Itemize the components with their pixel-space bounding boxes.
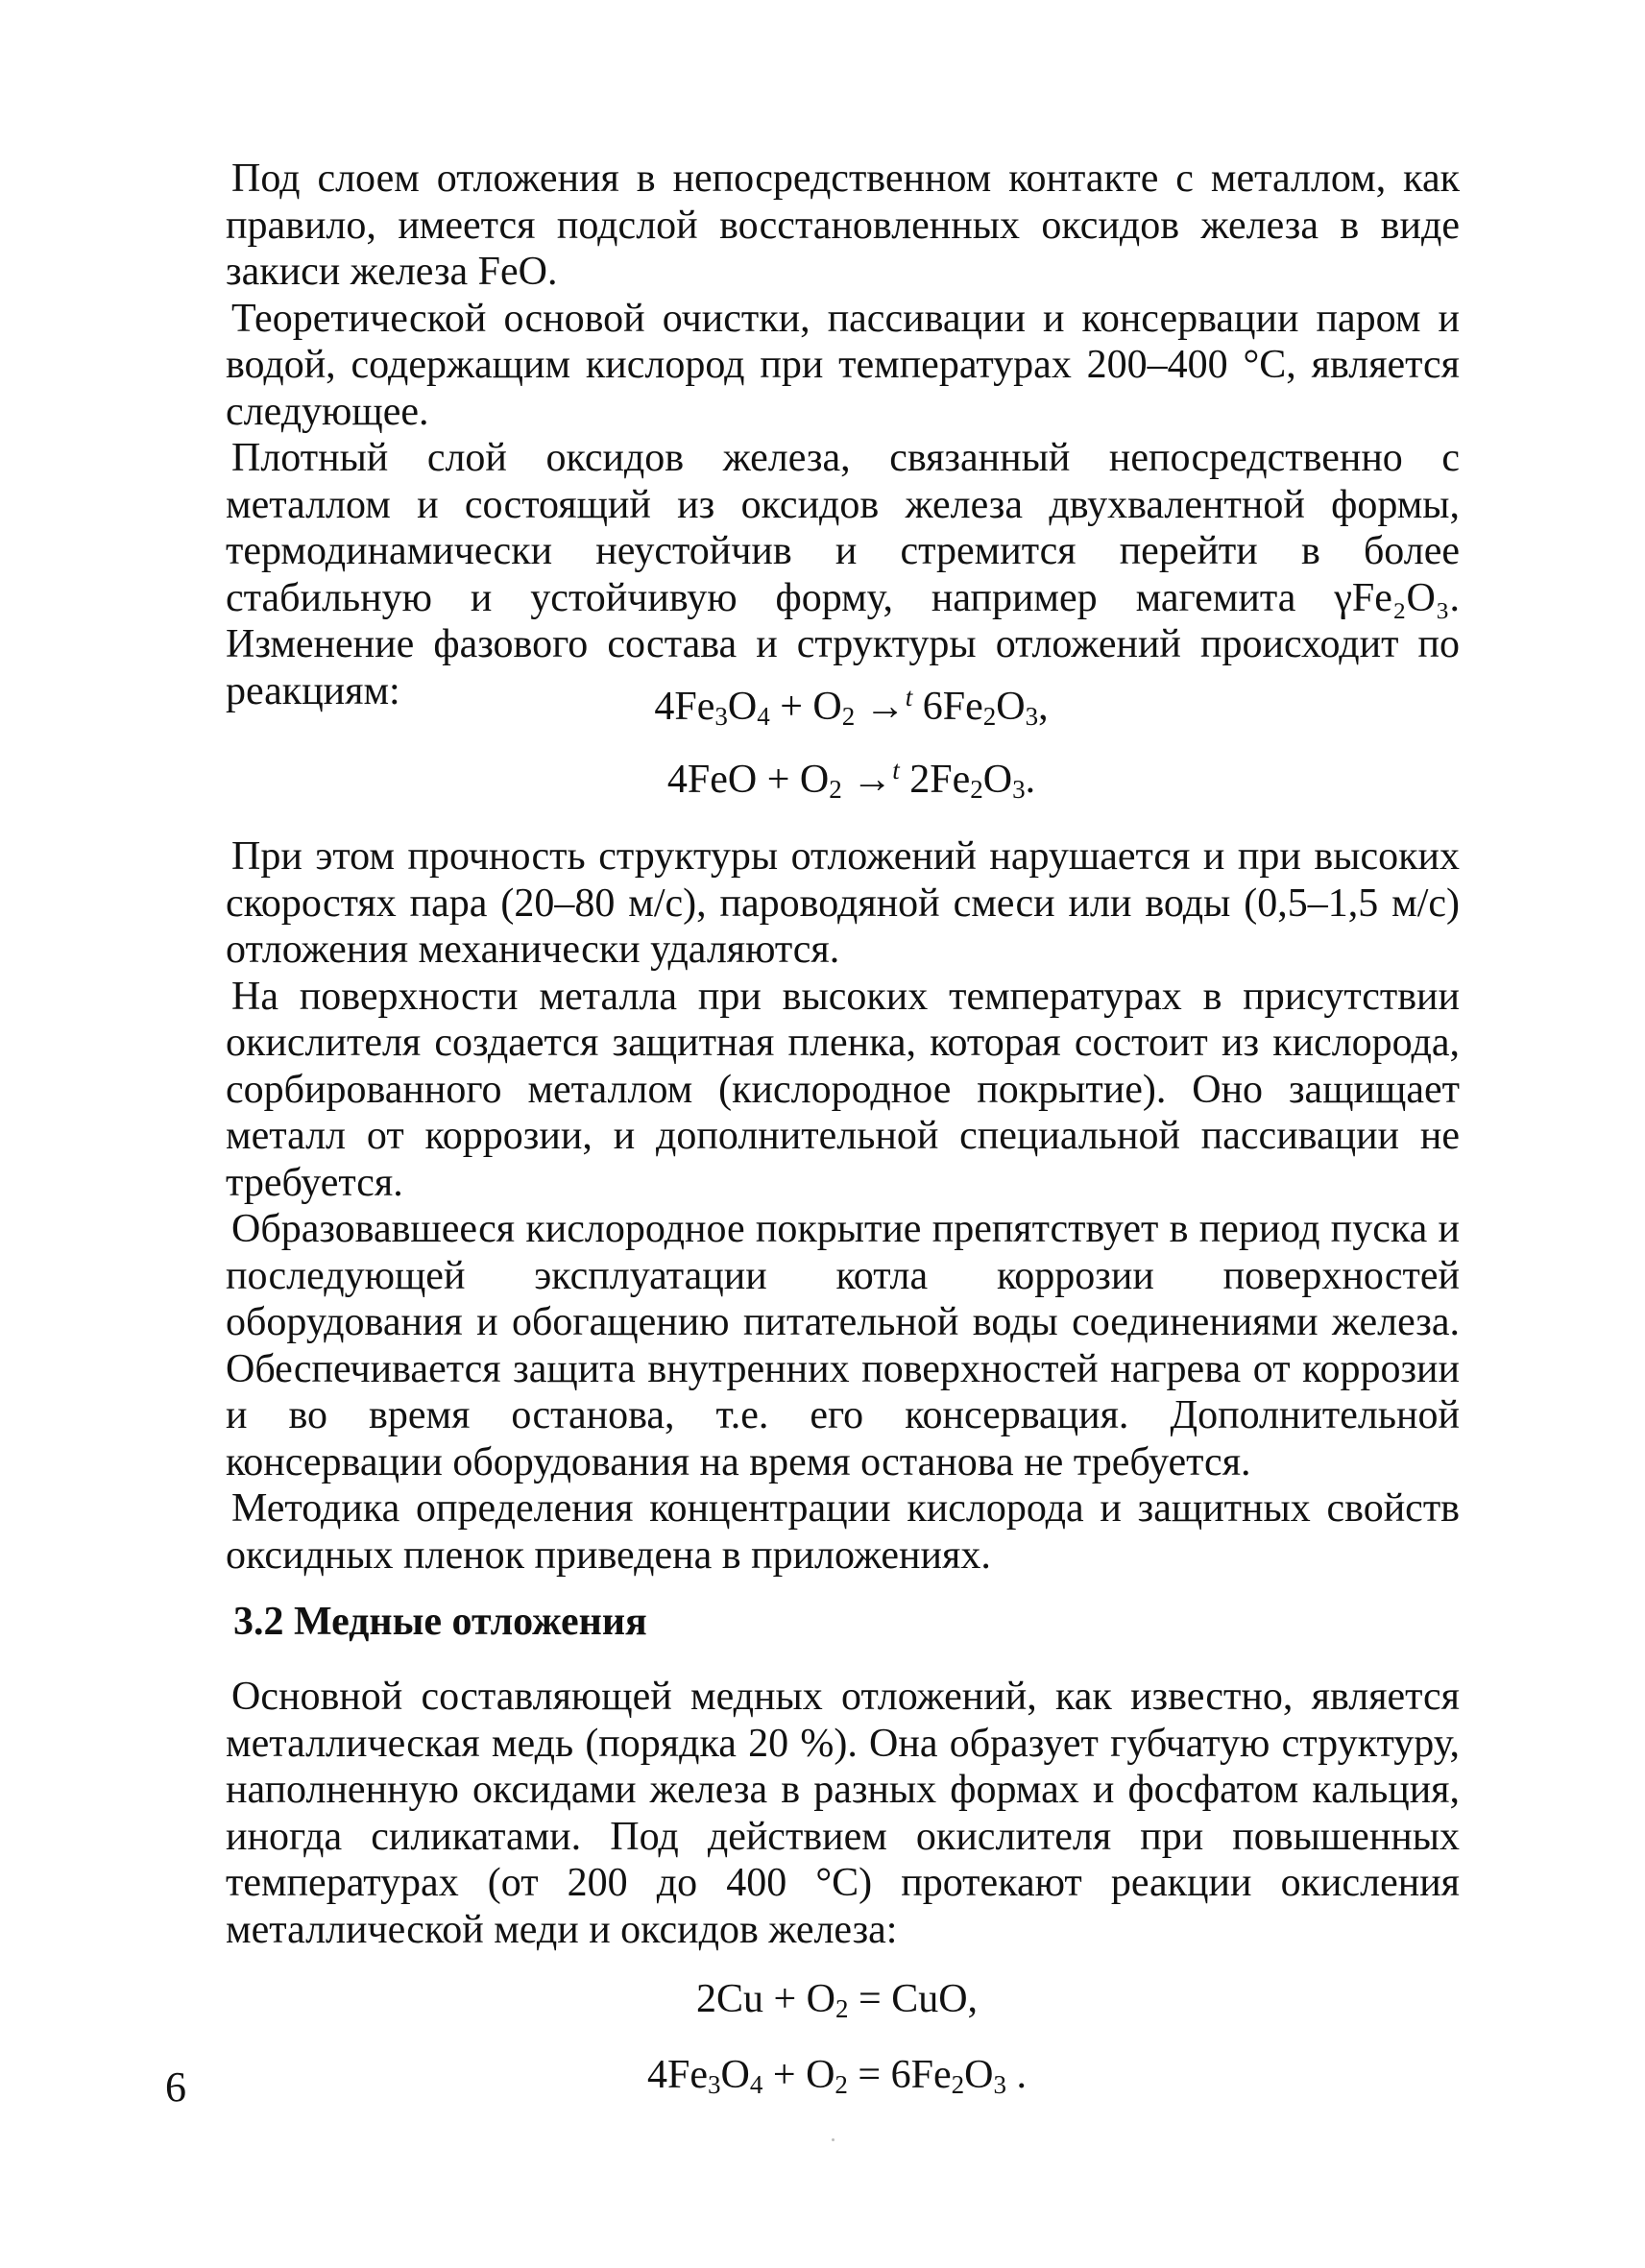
text-block-middle xyxy=(226,833,1460,1579)
scan-speck xyxy=(832,2138,835,2141)
paragraph: Под слоем отложения в непосредственном контакте с металлом, как правило, имеется подслой восстановленных оксидов железа в виде закиси железа FeO. xyxy=(226,157,1460,294)
equation: $2Cu + O_2$ = CuO, xyxy=(695,1977,979,2023)
paragraph: Плотный слой оксидов железа, связанный непосредственно с металлом и состоящий из оксидов железа двухвалентной формы, термодинамически неустойчив и стремится перейти в более стабильную и устойчивую форму, например магемита γFe₂O₃. Изменение фазового состава и структуры отложений происходит по реакциям: xyxy=(226,436,1460,713)
text-block-bottom xyxy=(226,1674,1460,1953)
page-number: 6 xyxy=(165,2063,186,2111)
equation: $4Fe_3O_4 + O_2 \to^t$ $6Fe_2O_3$, xyxy=(654,683,1049,731)
paragraph: Основной составляющей медных отложений, как известно, является металлическая медь (порядка 20 %). Она образует губчатую структуру, наполненную оксидами железа в разных формах и фосфатом кальция, иногда силикатами. Под действием окислителя при повышенных температурах (от 200 до 400 °С) протекают реакции окисления металлической меди и оксидов железа: xyxy=(226,1675,1460,1952)
section-heading: 3.2 Медные отложения xyxy=(233,1600,647,1644)
paragraph: При этом прочность структуры отложений нарушается и при высоких скоростях пара (20–80 м/с), пароводяной смеси или воды (0,5–1,5 м/с) отложения механически удаляются. xyxy=(226,834,1460,972)
paragraph: Теоретической основой очистки, пассивации и консервации паром и водой, содержащим кислород при температурах 200–400 °С, является следующее. xyxy=(226,296,1460,434)
equation: $4Fe_3O_4 + O_2 = 6Fe_2O_3$ . xyxy=(647,2053,1027,2099)
paragraph: На поверхности металла при высоких температурах в присутствии окислителя создается защитная пленка, которая состоит из кислорода, сорбированного металлом (кислородное покрытие). Оно защищает металл от коррозии, и дополнительной специальной пассивации не требуется. xyxy=(226,974,1460,1205)
text-block-top xyxy=(226,156,1460,714)
paragraph: Методика определения концентрации кислорода и защитных свойств оксидных пленок приведена в приложениях. xyxy=(226,1486,1460,1578)
paragraph: Образовавшееся кислородное покрытие препятствует в период пуска и последующей эксплуатации котла коррозии поверхностей оборудования и обогащению питательной воды соединениями железа. Обеспечивается защита внутренних поверхностей нагрева от коррозии и во время останова, т.е. его консервация. Дополнительной консервации оборудования на время останова не требуется. xyxy=(226,1207,1460,1484)
equation: $4FeO + O_2 \to^t$ $2Fe_2O_3$. xyxy=(666,756,1036,804)
